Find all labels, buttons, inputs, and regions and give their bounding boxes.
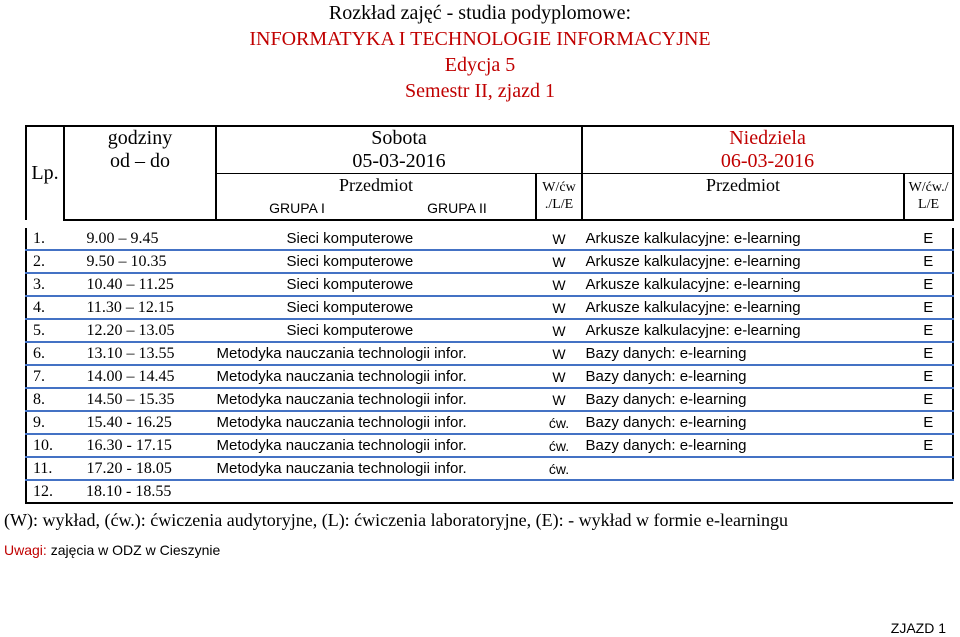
row-number: 4. <box>26 296 64 319</box>
table-row <box>26 296 953 319</box>
notes-text: zajęcia w ODZ w Cieszynie <box>50 542 221 558</box>
title-line-4: Semestr II, zjazd 1 <box>405 80 555 102</box>
row-time: 9.00 – 9.45 <box>64 228 216 250</box>
sunday-type-line1: W/ćw./ <box>908 180 949 195</box>
row-sunday-subject: Bazy danych: e-learning <box>582 388 904 411</box>
row-sunday-type: E <box>904 342 953 365</box>
table-row <box>26 273 953 296</box>
row-saturday-type: W <box>536 228 582 250</box>
schedule-title <box>0 0 960 104</box>
row-number: 9. <box>26 411 64 434</box>
row-saturday-type: W <box>536 250 582 273</box>
row-sunday-type: E <box>904 250 953 273</box>
title-line-3: Edycja 5 <box>444 54 516 76</box>
row-sunday-subject: Arkusze kalkulacyjne: e-learning <box>582 250 904 273</box>
row-sunday-type: E <box>904 228 953 250</box>
row-number: 2. <box>26 250 64 273</box>
sunday-subject-header: Przedmiot <box>582 174 904 197</box>
row-number: 10. <box>26 434 64 457</box>
row-time: 13.10 – 13.55 <box>64 342 216 365</box>
saturday-day: Sobota <box>371 127 427 149</box>
table-row <box>26 228 953 250</box>
row-sunday-subject: Bazy danych: e-learning <box>582 365 904 388</box>
row-saturday-subject: Metodyka nauczania technologii infor. <box>216 365 536 388</box>
row-sunday-subject: Arkusze kalkulacyjne: e-learning <box>582 273 904 296</box>
row-saturday-type: W <box>536 342 582 365</box>
row-saturday-type: ćw. <box>536 434 582 457</box>
row-sunday-type <box>904 457 953 480</box>
row-number: 8. <box>26 388 64 411</box>
schedule-rows <box>25 228 954 504</box>
row-sunday-subject: Arkusze kalkulacyjne: e-learning <box>582 319 904 342</box>
header-hours <box>64 126 216 174</box>
row-saturday-subject: Sieci komputerowe <box>216 228 536 250</box>
row-sunday-type: E <box>904 273 953 296</box>
header-saturday <box>216 126 582 174</box>
row-sunday-type: E <box>904 411 953 434</box>
notes <box>4 540 220 560</box>
row-number: 1. <box>26 228 64 250</box>
row-sunday-type <box>904 480 953 503</box>
row-saturday-type: W <box>536 365 582 388</box>
saturday-type-header <box>536 174 582 220</box>
title-line-1: Rozkład zajęć - studia podyplomowe: <box>328 2 632 24</box>
row-number: 12. <box>26 480 64 503</box>
table-row <box>26 365 953 388</box>
table-header-row <box>26 126 953 174</box>
sunday-date: 06-03-2016 <box>720 150 815 172</box>
table-row <box>26 319 953 342</box>
row-number: 7. <box>26 365 64 388</box>
row-sunday-subject <box>582 480 904 503</box>
sunday-type-header <box>904 174 953 220</box>
row-saturday-subject: Sieci komputerowe <box>216 296 536 319</box>
row-sunday-type: E <box>904 388 953 411</box>
saturday-date: 05-03-2016 <box>352 150 446 172</box>
saturday-subject-header: Przedmiot <box>216 174 536 197</box>
header-hours-spacer <box>64 174 216 220</box>
group-2-label: GRUPA II <box>427 199 487 216</box>
header-lp: Lp. <box>26 126 64 220</box>
row-saturday-type: ćw. <box>536 457 582 480</box>
row-saturday-type: W <box>536 296 582 319</box>
row-sunday-subject: Bazy danych: e-learning <box>582 411 904 434</box>
header-sunday <box>582 126 953 174</box>
row-saturday-type: W <box>536 388 582 411</box>
table-row <box>26 388 953 411</box>
table-row <box>26 342 953 365</box>
row-number: 11. <box>26 457 64 480</box>
row-sunday-type: E <box>904 365 953 388</box>
title-line-2: INFORMATYKA I TECHNOLOGIE INFORMACYJNE <box>249 28 711 50</box>
group-1-label: GRUPA I <box>269 199 325 216</box>
row-sunday-subject: Bazy danych: e-learning <box>582 342 904 365</box>
row-saturday-type: W <box>536 273 582 296</box>
row-time: 14.50 – 15.35 <box>64 388 216 411</box>
sunday-day: Niedziela <box>729 127 806 149</box>
row-sunday-type: E <box>904 296 953 319</box>
header-hours-line2: od – do <box>110 150 170 173</box>
sunday-type-line2: L/E <box>918 197 940 212</box>
row-number: 3. <box>26 273 64 296</box>
table-row <box>26 480 953 503</box>
row-sunday-type: E <box>904 434 953 457</box>
row-number: 6. <box>26 342 64 365</box>
table-row <box>26 457 953 480</box>
saturday-type-line1: W/ćw <box>542 180 576 195</box>
row-sunday-subject <box>582 457 904 480</box>
row-saturday-type <box>536 480 582 503</box>
row-sunday-subject: Bazy danych: e-learning <box>582 434 904 457</box>
row-saturday-subject <box>216 480 536 503</box>
row-time: 11.30 – 12.15 <box>64 296 216 319</box>
row-saturday-subject: Metodyka nauczania technologii infor. <box>216 411 536 434</box>
table-row <box>26 250 953 273</box>
table-row <box>26 411 953 434</box>
row-sunday-subject: Arkusze kalkulacyjne: e-learning <box>582 296 904 319</box>
row-time: 15.40 - 16.25 <box>64 411 216 434</box>
sunday-groups-spacer <box>582 197 904 220</box>
row-time: 12.20 – 13.05 <box>64 319 216 342</box>
row-saturday-type: W <box>536 319 582 342</box>
row-time: 14.00 – 14.45 <box>64 365 216 388</box>
row-sunday-subject: Arkusze kalkulacyjne: e-learning <box>582 228 904 250</box>
row-saturday-subject: Sieci komputerowe <box>216 273 536 296</box>
header-hours-line1: godziny <box>107 127 173 150</box>
row-time: 10.40 – 11.25 <box>64 273 216 296</box>
row-sunday-type: E <box>904 319 953 342</box>
row-saturday-subject: Sieci komputerowe <box>216 319 536 342</box>
legend: (W): wykład, (ćw.): ćwiczenia audytoryjne, (L): ćwiczenia laboratoryjne, (E): - wykład w formie e-learningu <box>4 510 788 530</box>
row-time: 17.20 - 18.05 <box>64 457 216 480</box>
row-saturday-subject: Metodyka nauczania technologii infor. <box>216 434 536 457</box>
row-saturday-type: ćw. <box>536 411 582 434</box>
table-row <box>26 434 953 457</box>
notes-label: Uwagi: <box>4 542 47 558</box>
row-saturday-subject: Metodyka nauczania technologii infor. <box>216 388 536 411</box>
row-saturday-subject: Metodyka nauczania technologii infor. <box>216 342 536 365</box>
row-saturday-subject: Sieci komputerowe <box>216 250 536 273</box>
row-time: 9.50 – 10.35 <box>64 250 216 273</box>
saturday-type-line2: ./L/E <box>544 197 574 212</box>
row-saturday-subject: Metodyka nauczania technologii infor. <box>216 457 536 480</box>
row-number: 5. <box>26 319 64 342</box>
schedule-table <box>25 125 954 221</box>
row-time: 16.30 - 17.15 <box>64 434 216 457</box>
saturday-groups <box>216 197 536 220</box>
footer-zjazd: ZJAZD 1 <box>890 620 946 636</box>
row-time: 18.10 - 18.55 <box>64 480 216 503</box>
